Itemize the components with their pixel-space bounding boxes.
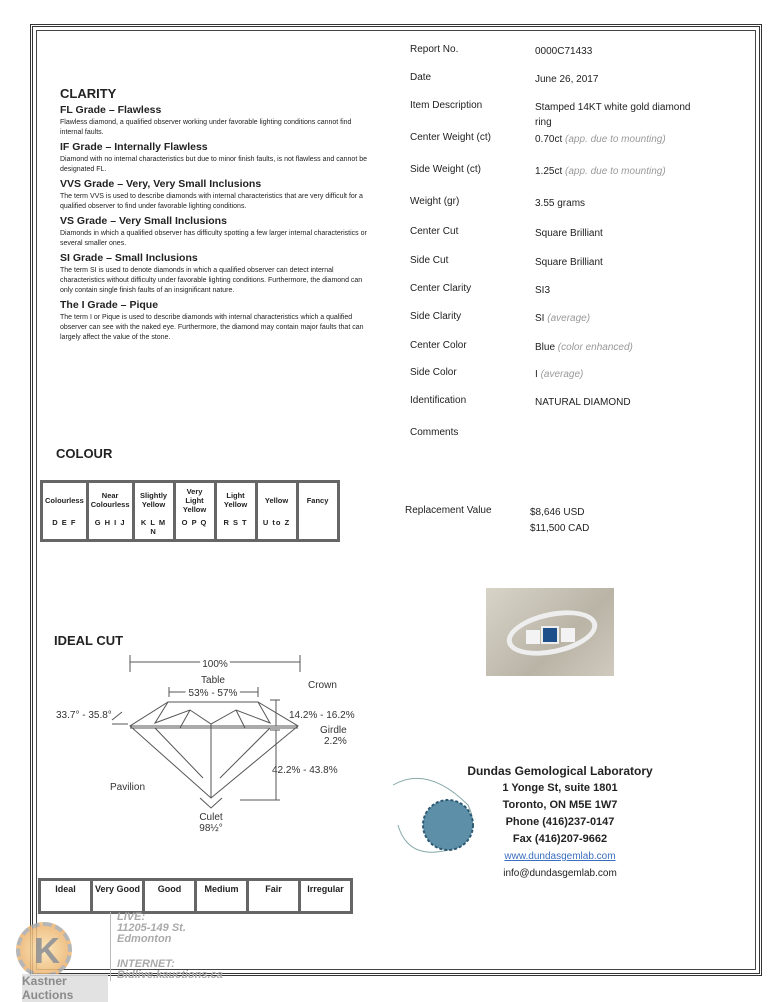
report-value <box>535 311 705 326</box>
colour-grade-cell <box>176 483 214 539</box>
kastner-logo: K Kastner Auctions <box>8 920 108 990</box>
report-label: Center Weight (ct) <box>410 132 491 143</box>
pavilion-label: Pavilion <box>110 782 146 793</box>
colour-name: Near Colourless <box>90 491 130 509</box>
report-label: Date <box>410 72 432 83</box>
girdle-value: 2.2% <box>324 736 347 747</box>
report-value <box>535 395 705 410</box>
crown-label: Crown <box>308 680 337 691</box>
report-value <box>535 164 705 179</box>
internet-url: Bidlive.kauctions.ca <box>117 969 223 981</box>
value-text: SI3 <box>535 285 551 296</box>
cut-grade-cell: Fair <box>249 881 298 911</box>
value-note: (color enhanced) <box>557 342 633 353</box>
value-note: (average) <box>547 313 591 324</box>
table-value: 53% - 57% <box>188 688 238 699</box>
replacement-cad: $11,500 CAD <box>530 523 590 534</box>
colour-name: Fancy <box>306 495 329 505</box>
ideal-cut-title: IDEAL CUT <box>54 633 124 648</box>
clarity-grade-title: VS Grade – Very Small Inclusions <box>60 215 227 227</box>
watermark-text <box>110 912 223 981</box>
colour-grade-cell <box>258 483 296 539</box>
report-label: Weight (gr) <box>410 196 460 207</box>
report-value <box>535 100 705 130</box>
cut-grade-cell: Irregular <box>301 881 350 911</box>
report-value <box>535 44 705 59</box>
colour-grades: D E F <box>52 518 77 527</box>
cut-grade-cell: Ideal <box>41 881 90 911</box>
value-text: 1.25ct <box>535 166 563 177</box>
value-text: 0000C71433 <box>535 46 593 57</box>
report-value <box>535 196 705 211</box>
value-text: June 26, 2017 <box>535 74 599 85</box>
clarity-grade-text: The term SI is used to denote diamonds in which a qualified observer can detect internal characteristics without difficulty under favorable lighting conditions. Furthermore, the diamond can only contain single finish faults of an insignificant nature. <box>60 267 363 294</box>
culet-value: 98½° <box>199 823 223 834</box>
value-text: NATURAL DIAMOND <box>535 397 631 408</box>
clarity-grade-title: VVS Grade – Very, Very Small Inclusions <box>60 178 262 190</box>
report-value <box>535 255 705 270</box>
colour-title: COLOUR <box>56 446 113 461</box>
crown-height: 14.2% - 16.2% <box>289 710 355 721</box>
report-value <box>535 72 705 87</box>
girdle-label: Girdle <box>320 725 347 736</box>
value-note: (app. due to mounting) <box>565 166 666 177</box>
value-text: I <box>535 369 538 380</box>
value-text: 0.70ct <box>535 134 563 145</box>
colour-scale <box>40 480 340 542</box>
clarity-grade-text: The term I or Pique is used to describe diamonds with internal characteristics which a qualified observer can see with the naked eye. Furthermore, the diamond may contain major faults that can largely affect the value of the stone. <box>60 314 364 341</box>
report-label: Side Cut <box>410 255 449 266</box>
lab-email: info@dundasgemlab.com <box>503 868 617 879</box>
colour-name: Light Yellow <box>223 491 248 509</box>
value-text: Stamped 14KT white gold diamond ring <box>535 102 691 128</box>
clarity-grade-text: Diamond with no internal characteristics but due to minor finish faults, is not flawless and cannot be designated FL. <box>60 156 367 173</box>
live-label: LIVE: <box>117 911 146 923</box>
colour-grades: O P Q <box>181 518 208 527</box>
report-label: Side Clarity <box>410 311 462 322</box>
width-label: 100% <box>202 659 228 670</box>
clarity-section <box>60 86 370 343</box>
report-label: Item Description <box>410 100 483 111</box>
cut-grade-cell: Good <box>145 881 194 911</box>
value-text: SI <box>535 313 545 324</box>
cut-grade-cell: Medium <box>197 881 246 911</box>
lab-phone: Phone (416)237-0147 <box>505 816 615 828</box>
lab-info <box>460 763 660 882</box>
ring-photo <box>486 588 614 676</box>
colour-grade-cell <box>43 483 86 539</box>
colour-name: Yellow <box>264 495 289 505</box>
value-text: Blue <box>535 342 556 353</box>
replacement-label: Replacement Value <box>405 505 492 516</box>
report-value <box>535 340 705 355</box>
colour-name: Slightly Yellow <box>139 491 168 509</box>
colour-grade-cell <box>299 483 337 539</box>
report-value <box>535 226 705 241</box>
colour-grade-cell <box>217 483 255 539</box>
value-text: Square Brilliant <box>535 228 603 239</box>
report-label: Side Weight (ct) <box>410 164 481 175</box>
live-city: Edmonton <box>117 933 172 945</box>
report-label: Center Cut <box>410 226 459 237</box>
crown-angle: 33.7° - 35.8° <box>56 710 112 721</box>
report-label: Report No. <box>410 44 459 55</box>
colour-name: Colourless <box>45 495 84 505</box>
lab-website-link[interactable]: www.dundasgemlab.com <box>504 851 616 862</box>
clarity-grade-title: IF Grade – Internally Flawless <box>60 141 208 153</box>
clarity-grade-text: Diamonds in which a qualified observer has difficulty spotting a few larger internal characteristics or several smaller ones. <box>60 230 367 247</box>
value-text: 3.55 grams <box>535 198 586 209</box>
report-label: Center Clarity <box>410 283 472 294</box>
culet-label: Culet <box>199 812 223 823</box>
report-label: Center Color <box>410 340 467 351</box>
clarity-grade-text: Flawless diamond, a qualified observer working under favorable lighting conditions cannot find internal faults. <box>60 119 352 136</box>
replacement-usd: $8,646 USD <box>530 507 585 518</box>
cut-grade-scale <box>38 878 353 914</box>
report-value <box>535 283 705 298</box>
colour-grade-cell <box>135 483 173 539</box>
live-address: 11205-149 St. <box>117 922 186 934</box>
table-label: Table <box>201 675 225 686</box>
lab-name: Dundas Gemological Laboratory <box>467 764 653 778</box>
colour-grades: G H I J <box>94 518 126 527</box>
clarity-grade-title: FL Grade – Flawless <box>60 104 162 116</box>
cut-grade-cell: Very Good <box>93 881 142 911</box>
value-note: (average) <box>540 369 584 380</box>
internet-label: INTERNET: <box>117 958 175 970</box>
lab-address2: Toronto, ON M5E 1W7 <box>502 799 618 811</box>
lab-address1: 1 Yonge St, suite 1801 <box>502 782 618 794</box>
clarity-grade-text: The term VVS is used to describe diamonds with internal characteristics that are very difficult for a qualified observer to find under favorable lighting conditions. <box>60 193 363 210</box>
clarity-grade-title: SI Grade – Small Inclusions <box>60 252 198 264</box>
report-value <box>535 132 705 147</box>
colour-grades: R S T <box>223 518 248 527</box>
brand-text: Kastner Auctions <box>22 974 108 1002</box>
colour-grade-cell <box>89 483 132 539</box>
colour-name: Very Light Yellow <box>182 486 207 514</box>
clarity-title: CLARITY <box>60 86 117 101</box>
diamond-diagram <box>40 650 370 840</box>
clarity-grade-title: The I Grade – Pique <box>60 299 159 311</box>
report-value <box>535 367 705 382</box>
report-label: Identification <box>410 395 467 406</box>
report-label: Side Color <box>410 367 457 378</box>
lab-fax: Fax (416)207-9662 <box>512 833 608 845</box>
colour-grades: U to Z <box>262 518 291 527</box>
value-text: Square Brilliant <box>535 257 603 268</box>
report-label: Comments <box>410 427 459 438</box>
colour-grades: K L M N <box>140 518 167 536</box>
pavilion-depth: 42.2% - 43.8% <box>272 765 338 776</box>
value-note: (app. due to mounting) <box>565 134 666 145</box>
